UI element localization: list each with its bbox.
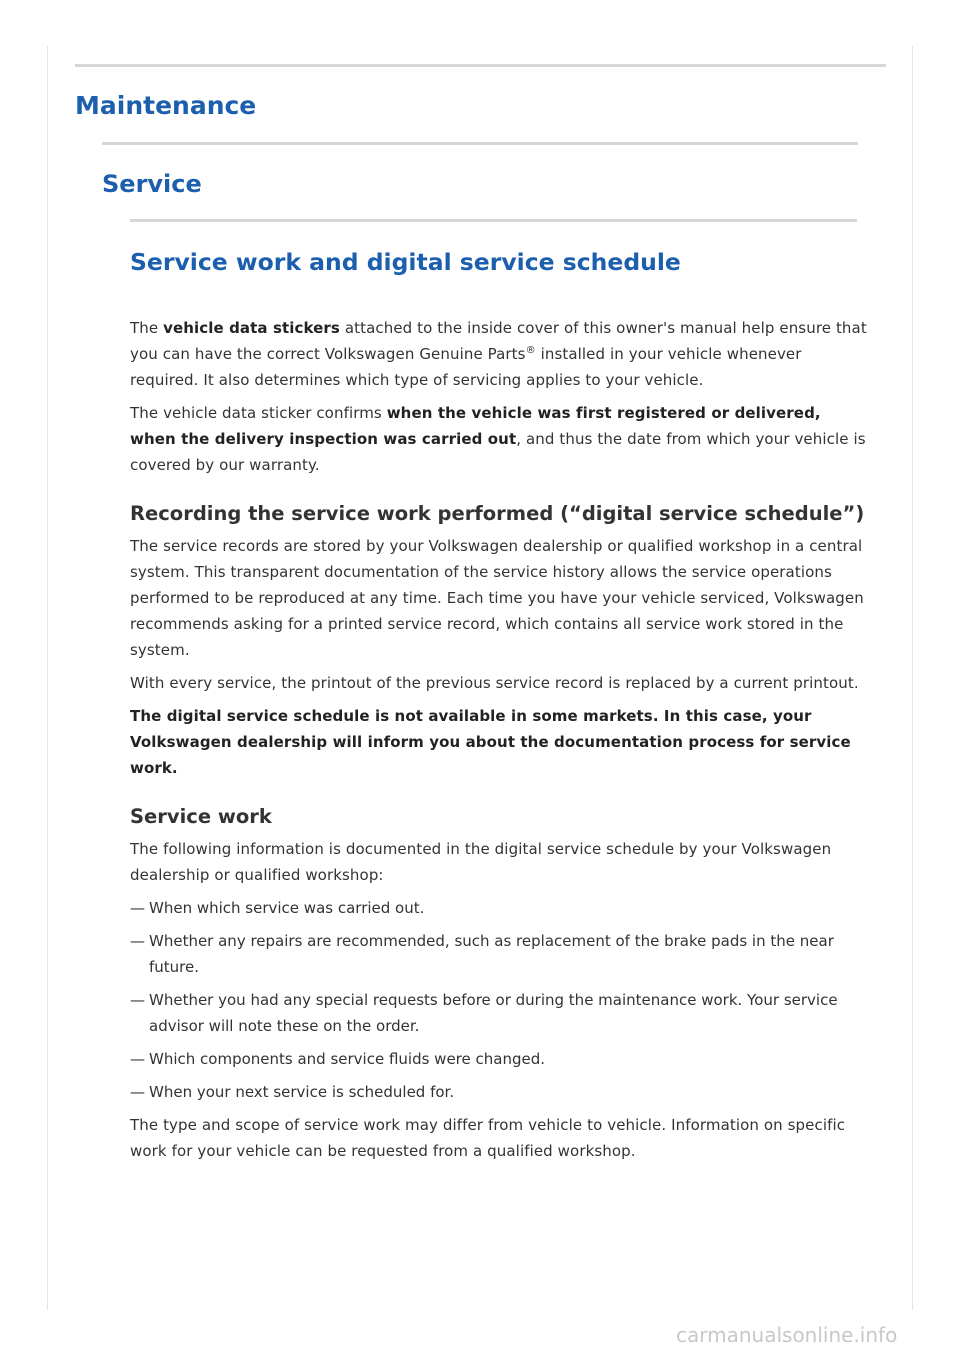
subsection-title: Service work and digital service schedule — [130, 248, 681, 276]
list-item: — Whether any repairs are recommended, such as replacement of the brake pads in the near future. — [130, 928, 870, 980]
registered-mark: ® — [525, 345, 536, 356]
section-title: Service — [102, 170, 202, 198]
service-work-list — [130, 895, 870, 1105]
list-item: — Whether you had any special requests before or during the maintenance work. Your service advisor will note these on the order. — [130, 987, 870, 1039]
left-margin-line — [47, 46, 48, 1310]
recording-paragraph-2: With every service, the printout of the previous service record is replaced by a current printout. — [130, 674, 859, 692]
vehicle-data-stickers-term: vehicle data stickers — [163, 319, 340, 337]
subsection-rule — [130, 219, 857, 222]
recording-paragraph-1: The service records are stored by your Volkswagen dealership or qualified workshop in a central system. This transparent documentation of the service history allows the service operations performed to be reproduced at any time. Each time you have your vehicle serviced, Volkswagen recommends asking for a printed service record, which contains all service work stored in the system. — [130, 537, 864, 659]
dash-marker: — — [130, 932, 145, 950]
intro-paragraph-1: The vehicle data stickers attached to the inside cover of this owner's manual help ensure that you can have the correct Volkswagen Genuine Parts® installed in your vehicle whenever required. It also determines which type of servicing applies to your vehicle. — [130, 319, 867, 389]
service-work-outro: The type and scope of service work may differ from vehicle to vehicle. Information on specific work for your vehicle can be requested from a qualified workshop. — [130, 1116, 846, 1160]
service-work-intro: The following information is documented in the digital service schedule by your Volkswagen dealership or qualified workshop: — [130, 840, 832, 884]
section-rule — [102, 142, 858, 145]
dash-marker: — — [130, 899, 145, 917]
intro-paragraph-2: The vehicle data sticker confirms when the vehicle was first registered or delivered, when the delivery inspection was carried out, and thus the date from which your vehicle is covered by our warranty. — [130, 404, 866, 474]
recording-heading: Recording the service work performed (“digital service schedule”) — [130, 502, 865, 525]
right-margin-line — [912, 46, 913, 1310]
dash-marker: — — [130, 1050, 145, 1068]
availability-note: The digital service schedule is not available in some markets. In this case, your Volkswagen dealership will inform you about the documentation process for service work. — [130, 707, 851, 777]
registration-emphasis: when the vehicle was first registered or delivered, when the delivery inspection was carried out — [130, 404, 821, 448]
service-work-heading: Service work — [130, 805, 272, 828]
list-item: — Which components and service fluids were changed. — [130, 1046, 870, 1072]
page-title: Maintenance — [75, 91, 257, 120]
title-rule — [75, 64, 886, 67]
dash-marker: — — [130, 991, 145, 1009]
list-item: — When which service was carried out. — [130, 895, 870, 921]
list-item: — When your next service is scheduled for. — [130, 1079, 870, 1105]
article-body — [130, 315, 870, 1171]
watermark: carmanualsonline.info — [676, 1323, 898, 1347]
dash-marker: — — [130, 1083, 145, 1101]
